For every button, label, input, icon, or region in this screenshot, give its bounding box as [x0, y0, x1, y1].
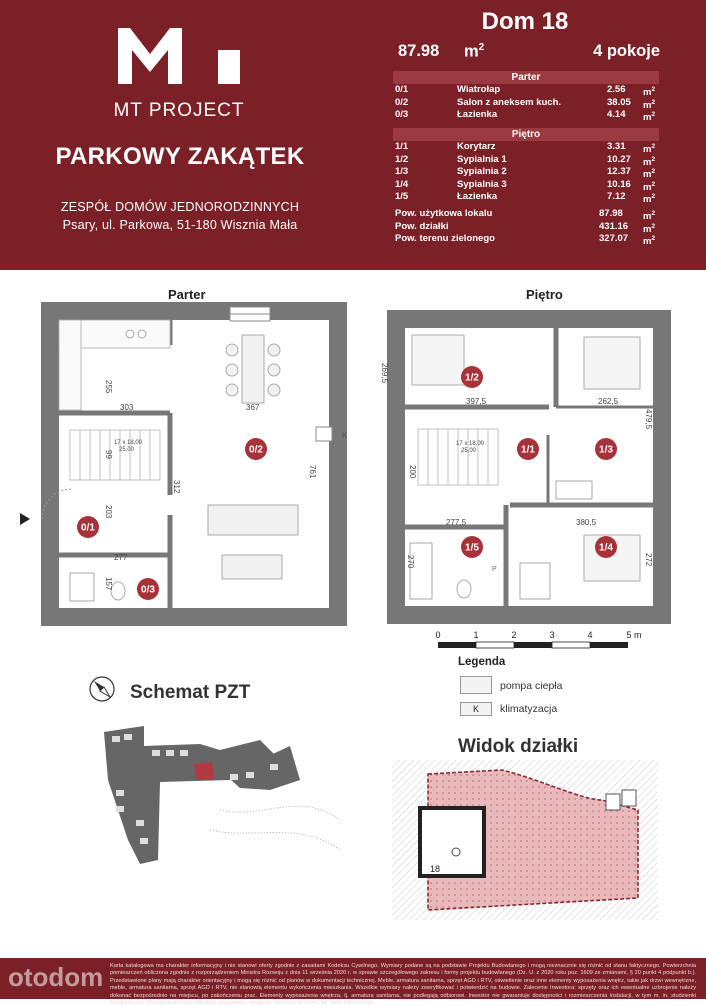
svg-text:157: 157: [104, 577, 113, 591]
plot-number: 18: [430, 864, 441, 874]
p-marker: P: [492, 566, 497, 573]
pietro-floor-plan: [380, 305, 674, 625]
table-row: Pow. działki 431.16 $m^2$: [395, 220, 656, 235]
header-banner: [0, 0, 706, 270]
pietro-section-bar: Piętro: [393, 128, 659, 141]
pzt-site-map: [100, 720, 350, 870]
svg-text:2: 2: [511, 630, 517, 640]
air-conditioning-icon: K: [460, 702, 492, 716]
svg-text:479,5: 479,5: [644, 409, 653, 430]
table-row: 0/2 Salon z aneksem kuch. 38.05 $m^2$: [395, 96, 656, 111]
svg-text:367: 367: [246, 403, 260, 412]
svg-text:380,5: 380,5: [576, 518, 597, 527]
project-subtitle: [40, 198, 320, 234]
house-title: Dom 18: [481, 8, 569, 35]
table-row: 1/2 Sypialnia 1 10.27 $m^2$: [395, 153, 656, 168]
table-row: 1/5 Łazienka 7.12 $m^2$: [395, 191, 656, 206]
entrance-arrow-icon: [20, 513, 30, 525]
otodom-watermark: otodom: [8, 962, 104, 992]
k-marker: K: [342, 431, 348, 440]
room-tag-1-4: 1/4: [599, 542, 613, 554]
subtitle-line-2: Psary, ul. Parkowa, 51-180 Wisznia Mała: [62, 218, 298, 232]
widok-title: Widok działki: [458, 736, 579, 757]
footer-disclaimer: Karta katalogowa ma charakter informacyjny i nie stanowi oferty zgodnie z zasadami Kodeksu Cywilnego. Wymiary podane są na podstawie Projektu Budowlanego i mogą nieznacznie się różnić od stanu faktycznego. Powierzchnia pomieszczeń obliczona zgodnie z rozporządzeniem Ministra Rozwoju z dnia 11 września 2020 r. w sprawie szczegółowego zakresu i formy projektu budowlanego (Dz. U. z 2020 roku poz. 1609 ze zmianami, § 20 punkt 4 podpunkt b.). Przedstawione plany mają charakter orientacyjny i mogą się różnić od planów w dokumentacji technicznej. Meble, armatura sanitarna, sprzęt AGD i RTV, oświetlenie oraz inne elementy wyposażenia wnętrz, takie jak drzwi wewnętrzne, meble, armatura sanitarna, sprzęt AGD i RTV, nie stanowią elementu wykończenia mieszkania. Wszelkie wymiary należy zweryfikować i potwierdzić na budowie. Zalecenie Inwestora: sprzęty oraz ich ewentualne uzbrojenie należy dokonać bezpośrednio na miejscu, po zakończeniu prac. Elementy wyposażenia wnętrza, tj. armatura sanitarna, nie podlegają odbiorowi. Inwestor nie gwarantuje dostępności i rozmieszczenia instalacji, w tym m. in. studzienki kanalizacyjne. Wizualizacje mają charakter poglądowy i mogą się nieznacznie różnić od stanu faktycznego.: [110, 963, 696, 1007]
svg-text:262,5: 262,5: [598, 397, 619, 406]
svg-text:272: 272: [644, 553, 653, 567]
svg-text:25,00: 25,00: [461, 448, 477, 454]
svg-text:17 x 18,00: 17 x 18,00: [114, 440, 143, 446]
room-tag-1-1: 1/1: [521, 444, 535, 456]
room-tag-1-2: 1/2: [465, 372, 479, 384]
house-summary: [398, 42, 660, 64]
svg-text:25,00: 25,00: [119, 447, 135, 453]
table-row: 1/1 Korytarz 3.31 $m^2$: [395, 141, 656, 156]
totals-table: [393, 208, 659, 246]
house-rooms: 4 pokoje: [593, 42, 660, 60]
mt-logo-icon: [118, 28, 240, 84]
plot-view-map: [392, 760, 658, 920]
svg-text:269,5: 269,5: [380, 363, 389, 384]
svg-text:277,5: 277,5: [446, 518, 467, 527]
pietro-plan-label: Piętro: [526, 287, 563, 302]
svg-text:277: 277: [114, 553, 128, 562]
heat-pump-icon: [460, 676, 492, 694]
svg-text:761: 761: [308, 465, 317, 479]
table-row: Pow. terenu zielonego 327.07 $m^2$: [395, 233, 656, 248]
pzt-title: Schemat PZT: [130, 682, 251, 703]
parter-section-bar: Parter: [393, 71, 659, 84]
room-tag-0-3: 0/3: [141, 584, 155, 596]
table-row: 0/3 Łazienka 4.14 $m^2$: [395, 109, 656, 124]
svg-text:200: 200: [408, 465, 417, 479]
table-row: 1/3 Sypialnia 2 12.37 $m^2$: [395, 166, 656, 181]
footer-banner: [0, 958, 706, 1007]
room-tag-1-3: 1/3: [599, 444, 613, 456]
compass-icon: [88, 675, 116, 703]
svg-text:4: 4: [587, 630, 593, 640]
parter-plan-label: Parter: [168, 287, 206, 302]
brand-name: MT PROJECT: [113, 100, 245, 121]
room-tag-0-1: 0/1: [81, 522, 95, 534]
svg-text:312: 312: [172, 480, 181, 494]
project-title: PARKOWY ZAKĄTEK: [55, 143, 305, 170]
scale-bar: [432, 628, 656, 658]
subtitle-line-1: ZESPÓŁ DOMÓW JEDNORODZINNYCH: [60, 200, 300, 214]
svg-text:303: 303: [120, 403, 134, 412]
room-tag-1-5: 1/5: [465, 542, 479, 554]
parter-rooms-table: [393, 71, 659, 122]
house-area-unit: $m^2$: [464, 42, 485, 61]
svg-text:17 x 18,00: 17 x 18,00: [456, 441, 485, 447]
table-row: Pow. użytkowa lokalu 87.98 $m^2$: [395, 208, 656, 223]
legend-title: Legenda: [458, 656, 506, 668]
pietro-rooms-table: [393, 128, 659, 204]
svg-text:397,5: 397,5: [466, 397, 487, 406]
table-row: 1/4 Sypialnia 3 10.16 $m^2$: [395, 178, 656, 193]
svg-text:203: 203: [104, 505, 113, 519]
svg-text:3: 3: [549, 630, 555, 640]
svg-text:1: 1: [473, 630, 479, 640]
room-tag-0-2: 0/2: [249, 444, 263, 456]
svg-text:270: 270: [406, 555, 415, 569]
svg-text:99: 99: [104, 450, 113, 459]
svg-text:0: 0: [435, 630, 441, 640]
legend-item-heat-pump: pompa ciepła: [500, 680, 563, 692]
legend-item-air-conditioning: klimatyzacja: [500, 703, 558, 715]
svg-text:255: 255: [104, 380, 113, 394]
svg-text:5 m: 5 m: [626, 630, 642, 640]
table-row: 0/1 Wiatrołap 2.56 $m^2$: [395, 84, 656, 99]
parter-floor-plan: [20, 305, 350, 625]
house-area: 87.98: [398, 42, 440, 60]
